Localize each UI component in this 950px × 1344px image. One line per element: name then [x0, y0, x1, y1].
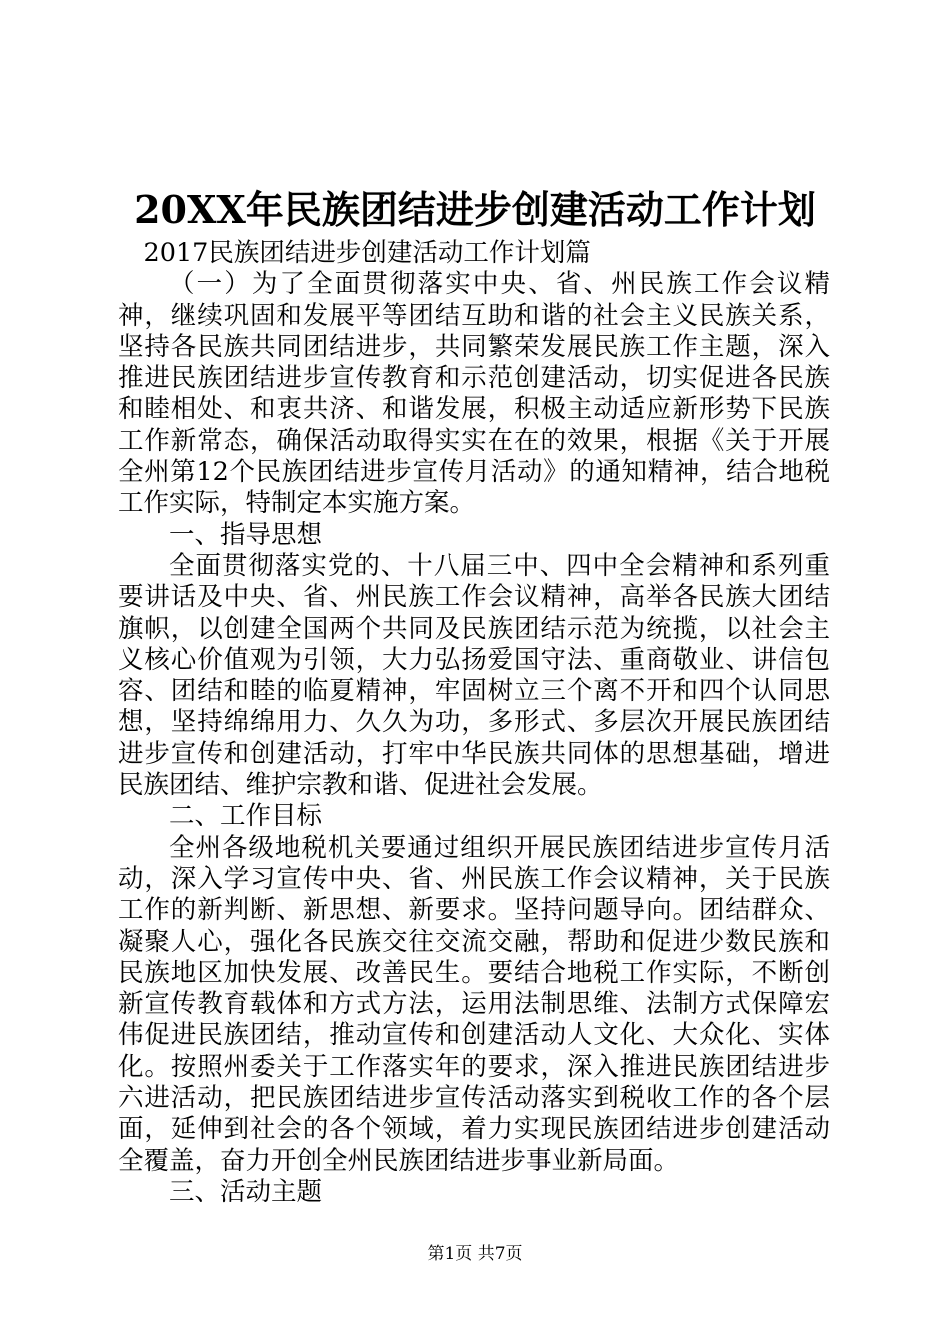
paragraph-work-goals: 全州各级地税机关要通过组织开展民族团结进步宣传月活动，深入学习宣传中央、省、州民族工作会议精神，关于民族工作的新判断、新思想、新要求。坚持问题导向。团结群众、凝聚人心，强化各民族交往交流交融，帮助和促进少数民族和民族地区加快发展、改善民生。要结合地税工作实际，不断创新宣传教育载体和方式方法，运用法制思维、法制方式保障宏伟促进民族团结，推动宣传和创建活动人文化、大众化、实体化。按照州委关于工作落实年的要求，深入推进民族团结进步六进活动，把民族团结进步宣传活动落实到税收工作的各个层面，延伸到社会的各个领域，着力实现民族团结进步创建活动全覆盖，奋力开创全州民族团结进步事业新局面。: [118, 832, 830, 1176]
section-heading-work-goals: 二、工作目标: [169, 801, 323, 832]
page-number-footer: 第1页 共7页: [427, 1244, 523, 1264]
section-heading-activity-theme: 三、活动主题: [169, 1176, 323, 1207]
document-subtitle: 2017民族团结进步创建活动工作计划篇: [143, 238, 591, 268]
section-heading-guiding-ideology: 一、指导思想: [169, 519, 323, 550]
paragraph-intro: （一）为了全面贯彻落实中央、省、州民族工作会议精神，继续巩固和发展平等团结互助和谐的社会主义民族关系，坚持各民族共同团结进步，共同繁荣发展民族工作主题，深入推进民族团结进步宣传教育和示范创建活动，切实促进各民族和睦相处、和衷共济、和谐发展，积极主动适应新形势下民族工作新常态，确保活动取得实实在在的效果，根据《关于开展全州第12个民族团结进步宣传月活动》的通知精神，结合地税工作实际，特制定本实施方案。: [118, 269, 830, 519]
document-body: [118, 238, 830, 1208]
paragraph-guiding-ideology: 全面贯彻落实党的、十八届三中、四中全会精神和系列重要讲话及中央、省、州民族工作会议精神，高举各民族大团结旗帜，以创建全国两个共同及民族团结示范为统揽，以社会主义核心价值观为引领，大力弘扬爱国守法、重商敬业、讲信包容、团结和睦的临夏精神，牢固树立三个离不开和四个认同思想，坚持绵绵用力、久久为功，多形式、多层次开展民族团结进步宣传和创建活动，打牢中华民族共同体的思想基础，增进民族团结、维护宗教和谐、促进社会发展。: [118, 550, 830, 801]
document-title: 20XX年民族团结进步创建活动工作计划: [134, 187, 816, 232]
